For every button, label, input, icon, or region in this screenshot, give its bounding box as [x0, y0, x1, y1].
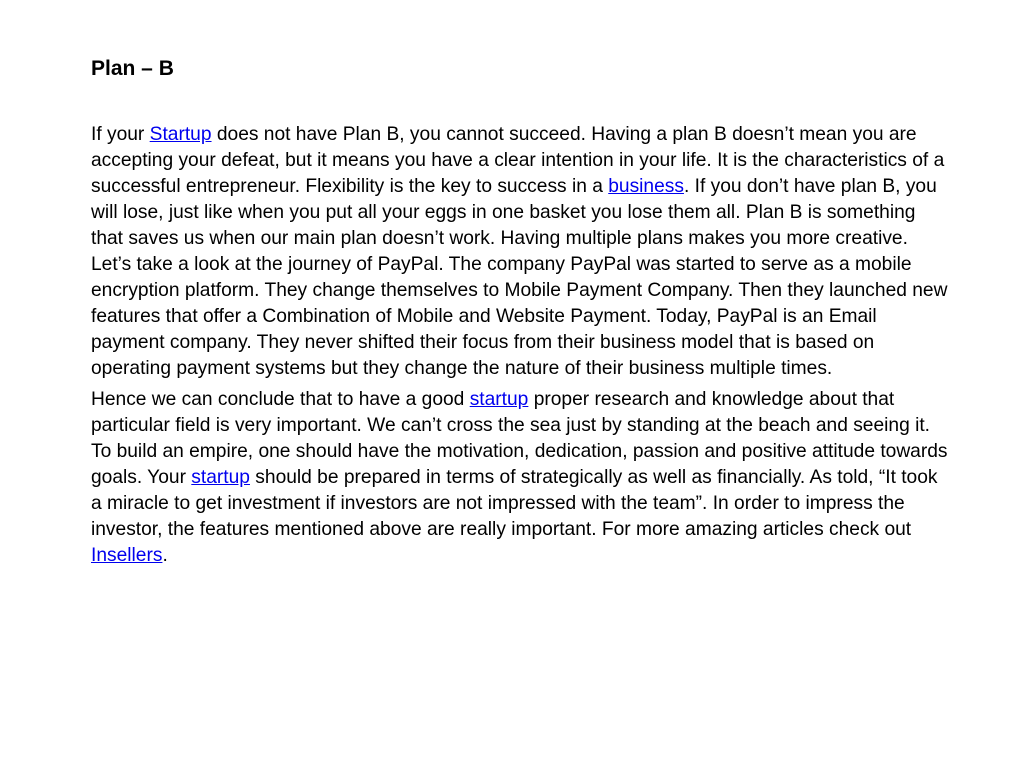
paragraph-text: Hence we can conclude that to have a good	[91, 389, 470, 410]
paragraph-text: should be prepared in terms of strategically as well as financially. As told, “It took a miracle to get investment if investors are not impressed with the team”. In order to impress the investor, the features mentioned above are really important. For more amazing articles check out	[91, 467, 938, 540]
startup-link[interactable]: Startup	[149, 124, 212, 145]
startup-link[interactable]: startup	[191, 467, 250, 488]
paragraph-conclusion	[91, 387, 948, 569]
paragraph-text: . If you don’t have plan B, you will lose, just like when you put all your eggs in one basket you lose them all. Plan B is something that saves us when our main plan doesn’t work. Having multiple plans makes you more creative. Let’s take a look at the journey of PayPal. The company PayPal was started to serve as a mobile encryption platform. They change themselves to Mobile Payment Company. Then they launched new features that offer a Combination of Mobile and Website Payment. Today, PayPal is an Email payment company. They never shifted their focus from their business model that is based on operating payment systems but they change the nature of their business multiple times.	[91, 176, 948, 379]
startup-link[interactable]: startup	[469, 389, 529, 410]
business-link[interactable]: business	[608, 176, 684, 197]
insellers-link[interactable]: Insellers	[91, 545, 163, 566]
paragraph-text: .	[162, 545, 168, 566]
paragraph-text: proper research and knowledge about that particular field is very important. We can’t cross the sea just by standing at the beach and seeing it. To build an empire, one should have the motivation, dedication, passion and positive attitude towards goals. Your	[91, 389, 948, 488]
paragraph-text: If your	[91, 124, 150, 145]
paragraph-text: does not have Plan B, you cannot succeed. Having a plan B doesn’t mean you are accepting your defeat, but it means you have a clear intention in your life. It is the characteristics of a successful entrepreneur. Flexibility is the key to success in a	[91, 124, 945, 197]
slide-title: Plan – B	[91, 57, 174, 80]
paragraph-plan-b	[91, 122, 948, 382]
slide-body	[91, 122, 948, 574]
